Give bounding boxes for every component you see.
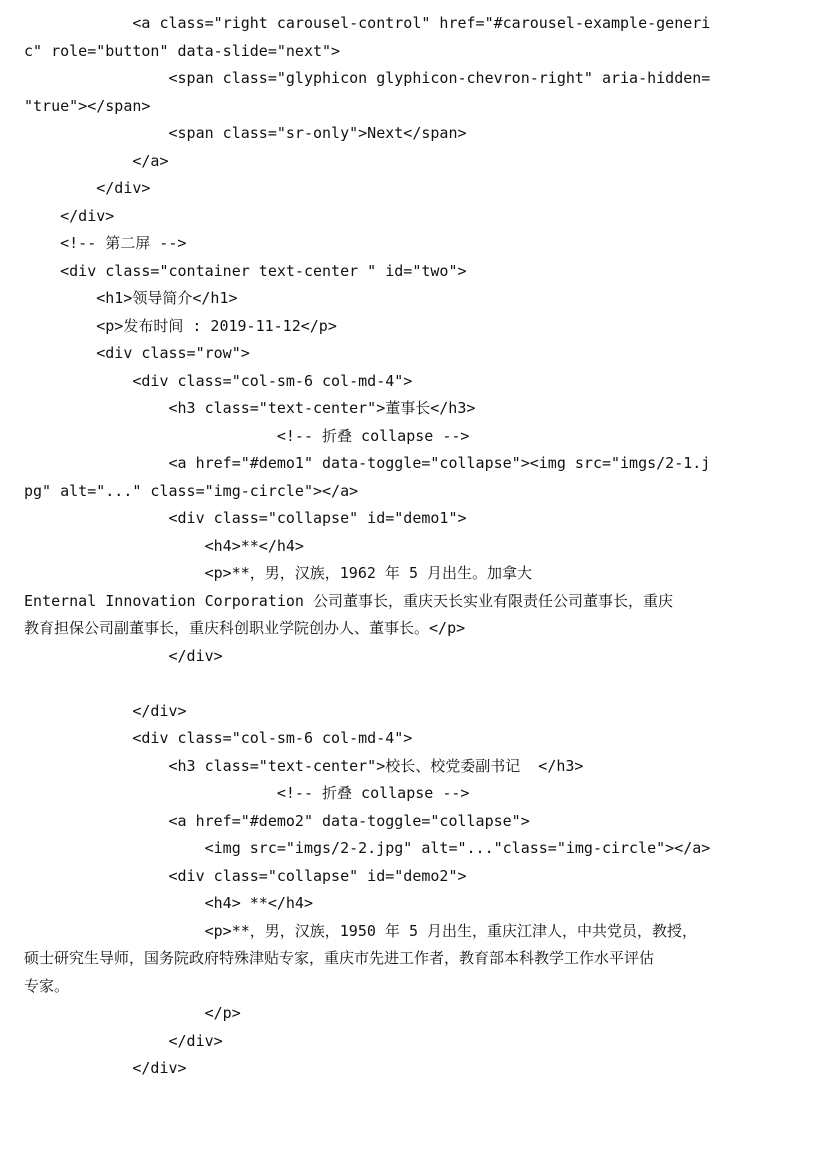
code-line: <img src="imgs/2-2.jpg" alt="..."class="img-circle"></a> xyxy=(24,839,711,857)
code-line: </div> xyxy=(24,206,115,225)
code-line: </div> xyxy=(24,179,151,197)
code-line: <h1>领导简介</h1> xyxy=(24,289,238,307)
code-line: <h3 class="text-center">校长、校党委副书记 </h3> xyxy=(24,756,584,775)
code-line: <div class="col-sm-6 col-md-4"> xyxy=(24,729,413,747)
code-line: "true"></span> xyxy=(24,96,151,115)
code-line: <h4> **</h4> xyxy=(24,894,313,912)
code-line: <div class="collapse" id="demo2"> xyxy=(24,866,467,885)
code-line: </div> xyxy=(24,701,187,720)
code-line: </div> xyxy=(24,1031,223,1050)
code-line: <p>发布时间 : 2019-11-12</p> xyxy=(24,316,337,335)
code-line: <h4>**</h4> xyxy=(24,536,304,555)
code-line: <span class="glyphicon glyphicon-chevron-right" aria-hidden= xyxy=(24,69,711,87)
code-line: </div> xyxy=(24,646,223,665)
code-line: </a> xyxy=(24,151,169,170)
code-line: <div class="row"> xyxy=(24,344,250,362)
code-line: 硕士研究生导师，国务院政府特殊津贴专家，重庆市先进工作者，教育部本科教学工作水平评估 xyxy=(24,949,655,967)
code-line: c" role="button" data-slide="next"> xyxy=(24,41,341,60)
code-line: <div class="col-sm-6 col-md-4"> xyxy=(24,371,413,390)
code-line: <!-- 折叠 collapse --> xyxy=(24,784,470,802)
code-line: <a href="#demo2" data-toggle="collapse"> xyxy=(24,811,530,830)
code-line: Enternal Innovation Corporation 公司董事长，重庆天长实业有限责任公司董事长，重庆 xyxy=(24,591,673,610)
code-line: </p> xyxy=(24,1004,241,1022)
code-line: <p>**，男，汉族，1962 年 5 月出生。加拿大 xyxy=(24,564,533,582)
code-line: <a class="right carousel-control" href="#carousel-example-generi xyxy=(24,14,711,32)
code-line: 专家。 xyxy=(24,976,70,995)
code-line: <div class="collapse" id="demo1"> xyxy=(24,509,467,527)
code-line: pg" alt="..." class="img-circle"></a> xyxy=(24,481,359,500)
code-line: </div> xyxy=(24,1059,187,1077)
code-line: <a href="#demo1" data-toggle="collapse"><img src="imgs/2-1.j xyxy=(24,454,711,472)
code-line: <!-- 第二屏 --> xyxy=(24,234,187,252)
code-line: <div class="container text-center " id="two"> xyxy=(24,261,467,280)
code-listing xyxy=(24,10,764,1083)
code-line xyxy=(24,670,764,698)
code-line: 教育担保公司副董事长，重庆科创职业学院创办人、董事长。</p> xyxy=(24,619,466,637)
code-line: <!-- 折叠 collapse --> xyxy=(24,426,470,445)
code-line: <h3 class="text-center">董事长</h3> xyxy=(24,399,476,417)
code-line: <p>**，男，汉族，1950 年 5 月出生，重庆江津人，中共党员，教授， xyxy=(24,921,698,940)
code-line: <span class="sr-only">Next</span> xyxy=(24,124,467,142)
